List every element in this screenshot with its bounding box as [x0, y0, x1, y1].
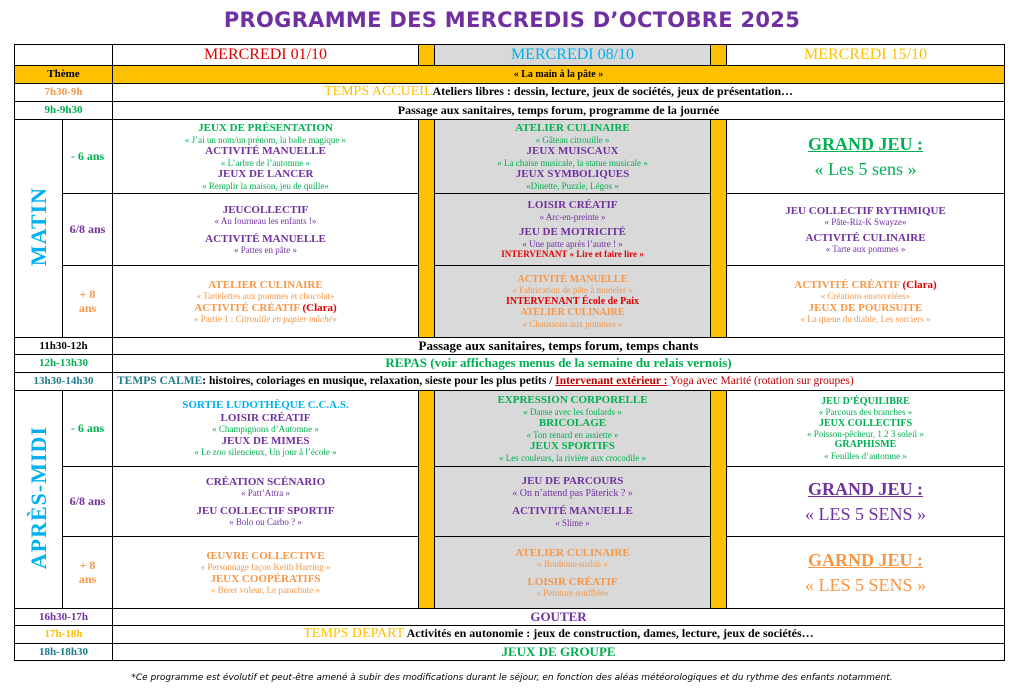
- apm-label: APRÈS-MIDI: [25, 426, 51, 570]
- activity-detail: « Poisson-pêcheur, 1 2 3 soleil »: [807, 429, 924, 440]
- apm-plus8-d1: [113, 537, 419, 609]
- activity-title: CRÉATION SCÉNARIO: [205, 475, 326, 488]
- passage-2-text: Passage aux sanitaires, temps forum, temps chants: [113, 338, 1005, 355]
- grand-jeu-detail: « Les 5 sens »: [814, 158, 917, 179]
- activity-detail: « Bolo ou Carbo ? »: [229, 517, 302, 528]
- age-label: 6/8 ans: [63, 194, 113, 266]
- activity-title: JEU DE MOTRICITÉ: [519, 226, 626, 239]
- matin-minus6-d1: [113, 120, 419, 194]
- animator-name: (Clara): [302, 301, 337, 314]
- matin-68-d1: [113, 194, 419, 266]
- activity-detail: « J’ai un nom/un prénom, la balle magique »: [184, 134, 347, 145]
- activity-detail: « La queue du diable, Les sorciers »: [800, 314, 931, 325]
- activity-title: ATELIER CULINAIRE: [515, 122, 630, 135]
- matin-plus8-d2: [435, 266, 711, 338]
- activity-title: JEUX DE MIMES: [221, 434, 310, 447]
- intervenant-label: INTERVENANT « Lire et faire lire »: [501, 249, 644, 260]
- matin-68-d2: [435, 194, 711, 266]
- day-header-2: MERCREDI 08/10: [435, 45, 711, 66]
- activity-title: JEUX DE LANCER: [217, 167, 314, 180]
- separator: [711, 120, 727, 338]
- activity-title: JEUX MUISCAUX: [526, 145, 619, 157]
- age-label: - 6 ans: [63, 120, 113, 194]
- apm-68-d1: [113, 467, 419, 537]
- age-label: 6/8 ans: [63, 467, 113, 537]
- activity-detail: « Bonbons-sushis »: [537, 559, 608, 570]
- activity-title: JEU DE PARCOURS: [521, 474, 624, 487]
- activity-title: ACTIVITÉ MANUELLE: [205, 232, 326, 245]
- matin-label-cell: [15, 120, 63, 338]
- activity-detail: « Chaussons aux pommes »: [522, 318, 623, 329]
- time-calme: 13h30-14h30: [15, 373, 113, 391]
- activity-title: BRICOLAGE: [538, 417, 607, 429]
- activity-detail: « Tarte aux pommes »: [825, 244, 906, 255]
- separator: [419, 120, 435, 338]
- theme-value: « La main à la pâte »: [113, 66, 1005, 84]
- activity-title: ŒUVRE COLLECTIVE: [206, 549, 325, 562]
- matin-minus6-d3: [727, 120, 1005, 194]
- depart-label: TEMPS DÉPART: [303, 626, 405, 642]
- activity-detail: « Patt’Attra »: [241, 488, 290, 499]
- apm-plus8-d3: [727, 537, 1005, 609]
- accueil-text: Ateliers libres : dessin, lecture, jeux de sociétés, jeux de présentation…: [432, 84, 793, 99]
- age-text: + 8: [79, 286, 96, 301]
- separator: [419, 391, 435, 609]
- calme-row: [113, 373, 1005, 391]
- activity-title: ACTIVITÉ MANUELLE: [205, 145, 326, 157]
- schedule-table: [14, 44, 1005, 661]
- calme-text: : histoires, coloriages en musique, relaxation, sieste pour les plus petits /: [202, 374, 556, 387]
- activity-detail: « Peinture soufflée»: [536, 588, 609, 599]
- activity-detail: «Dinette, Puzzle, Légos »: [526, 180, 619, 191]
- activity-title: SORTIE LUDOTHÈQUE C.C.A.S.: [182, 399, 349, 412]
- apm-plus8-d2: [435, 537, 711, 609]
- yoga-text: Yoga avec Marité (rotation sur groupes): [667, 374, 854, 387]
- activity-title: JEUX COLLECTIFS: [818, 417, 913, 429]
- activity-title: JEUX DE POURSUITE: [808, 301, 923, 314]
- matin-plus8-d1: [113, 266, 419, 338]
- page-title: PROGRAMME DES MERCREDIS D’OCTOBRE 2025: [223, 8, 801, 32]
- activity-title: LOISIR CRÉATIF: [220, 411, 311, 424]
- grand-jeu-title: GRAND JEU :: [808, 133, 923, 154]
- grand-jeu-title: GARND JEU :: [808, 549, 923, 570]
- activity-detail: « Pâte-Riz-K Swayze»: [824, 217, 907, 228]
- matin-label: MATIN: [25, 187, 51, 267]
- time-groupe: 18h-18h30: [15, 644, 113, 661]
- accueil-label: TEMPS ACCUEIL: [323, 84, 433, 100]
- activity-title: JEUX DE PRÉSENTATION: [198, 122, 333, 135]
- activity-detail: « Les couleurs, la rivière aux crocodile »: [499, 452, 646, 463]
- activity-detail: « Remplir la maison, jeu de quille»: [202, 180, 329, 191]
- activity-detail: « Pattes en pâte »: [234, 245, 297, 256]
- time-passage-1: 9h-9h30: [15, 102, 113, 120]
- activity-detail: « Gâteau citrouille »: [535, 134, 610, 145]
- activity-title: ATELIER CULINAIRE: [208, 278, 323, 291]
- apm-minus6-d1: [113, 391, 419, 467]
- repas-text: REPAS (voir affichages menus de la semaine du relais vernois): [113, 355, 1005, 373]
- activity-detail: « Champignons d’Automne »: [212, 424, 319, 435]
- activity-title: GRAPHISME: [834, 439, 897, 451]
- time-repas: 12h-13h30: [15, 355, 113, 373]
- animator-name: (Clara): [902, 278, 937, 291]
- time-passage-2: 11h30-12h: [15, 338, 113, 355]
- activity-detail: « La chaise musicale, la statue musicale »: [497, 157, 648, 168]
- time-depart: 17h-18h: [15, 626, 113, 644]
- corner-cell: [15, 45, 113, 66]
- activity-detail: « Partie 1 :: [194, 314, 236, 325]
- time-gouter: 16h30-17h: [15, 609, 113, 626]
- accueil-row: [113, 84, 1005, 102]
- activity-title: ACTIVITÉ CRÉATIF: [194, 301, 300, 314]
- activity-title: LOISIR CRÉATIF: [527, 199, 618, 212]
- age-text: + 8: [79, 557, 96, 572]
- separator: [711, 45, 727, 66]
- activity-detail: « Une patte après l’autre ! »: [522, 238, 623, 249]
- activity-detail: « Ton renard en assiette »: [526, 429, 619, 440]
- separator: [711, 391, 727, 609]
- depart-row: [113, 626, 1005, 644]
- activity-title: JEUX SYMBOLIQUES: [515, 167, 630, 180]
- groupe-text: JEUX DE GROUPE: [113, 644, 1005, 661]
- apm-minus6-d2: [435, 391, 711, 467]
- grand-jeu-detail: « LES 5 SENS »: [804, 503, 927, 524]
- activity-title: LOISIR CRÉATIF: [527, 575, 618, 588]
- age-text: ans: [78, 571, 97, 586]
- activity-detail: « Le zoo silencieux, Un jour à l’école »: [194, 447, 337, 458]
- activity-title: ACTIVITÉ CULINAIRE: [805, 231, 926, 244]
- activity-title: JEUX COOPÉRATIFS: [210, 572, 321, 585]
- activity-title: ATELIER CULINAIRE: [515, 546, 630, 559]
- matin-plus8-d3: [727, 266, 1005, 338]
- activity-detail: « Parcours des branches »: [818, 407, 913, 418]
- activity-title: JEU COLLECTIF SPORTIF: [196, 504, 335, 517]
- matin-68-d3: [727, 194, 1005, 266]
- grand-jeu-detail: « LES 5 SENS »: [804, 574, 927, 595]
- activity-detail: »: [332, 314, 337, 325]
- activity-detail: « L’arbre de l’automne »: [220, 157, 311, 168]
- calme-label: TEMPS CALME: [117, 374, 203, 387]
- apm-label-cell: [15, 391, 63, 609]
- activity-title: ACTIVITÉ CRÉATIF: [794, 278, 900, 291]
- activity-title: ATELIER CULINAIRE: [520, 307, 625, 319]
- activity-detail: « Slime »: [555, 517, 590, 528]
- intervenant-label: Intervenant extérieur :: [555, 374, 668, 387]
- intervenant-label: INTERVENANT École de Paix: [505, 295, 640, 307]
- activity-title: ACTIVITÉ MANUELLE: [517, 273, 628, 285]
- matin-minus6-d2: [435, 120, 711, 194]
- time-accueil: 7h30-9h: [15, 84, 113, 102]
- day-header-3: MERCREDI 15/10: [727, 45, 1005, 66]
- activity-title: EXPRESSION CORPORELLE: [497, 394, 648, 407]
- age-text: ans: [78, 300, 97, 315]
- theme-label: Thème: [15, 66, 113, 84]
- depart-text: Activités en autonomie : jeux de construction, dames, lecture, jeux de sociétés…: [404, 626, 814, 641]
- activity-title: JEUX SPORTIFS: [530, 439, 615, 452]
- activity-detail: « Arc-en-preinte »: [539, 211, 606, 222]
- activity-detail: « Fabrication de pâte à modeler »: [512, 285, 633, 296]
- separator: [419, 45, 435, 66]
- age-label: - 6 ans: [63, 391, 113, 467]
- activity-detail: « Personnage façon Keith Harring »: [200, 562, 331, 573]
- footnote: *Ce programme est évolutif et peut-être amené à subir des modifications durant le séjour, en fonction des aléas météorologiques et du rythme des enfants notamment.: [131, 673, 893, 683]
- activity-title: ACTIVITÉ MANUELLE: [512, 505, 633, 518]
- activity-detail: « On n’attend pas Pâterick ? »: [512, 487, 633, 499]
- apm-68-d3: [727, 467, 1005, 537]
- activity-detail: « Créations ensorcelées»: [820, 291, 911, 302]
- age-label: [63, 537, 113, 609]
- activity-detail: Citrouille en papier mâché: [235, 314, 333, 325]
- activity-detail: « Danse avec les foulards »: [523, 406, 622, 417]
- age-label: [63, 266, 113, 338]
- day-header-1: MERCREDI 01/10: [113, 45, 419, 66]
- passage-1-text: Passage aux sanitaires, temps forum, programme de la journée: [113, 102, 1005, 120]
- grand-jeu-title: GRAND JEU :: [808, 478, 923, 499]
- activity-detail: « Béret voleur, Le parachute »: [210, 585, 321, 596]
- activity-title: JEUCOLLECTIF: [222, 203, 309, 216]
- gouter-text: GOUTER: [113, 609, 1005, 626]
- apm-minus6-d3: [727, 391, 1005, 467]
- apm-68-d2: [435, 467, 711, 537]
- activity-title: JEU D’ÉQUILIBRE: [821, 395, 910, 407]
- activity-detail: « Tartelettes aux pommes et chocolat»: [196, 291, 335, 302]
- activity-detail: « Au fourneau les enfants !»: [214, 216, 317, 227]
- activity-detail: « Feuilles d’automne »: [824, 450, 907, 461]
- activity-title: JEU COLLECTIF RYTHMIQUE: [785, 204, 946, 217]
